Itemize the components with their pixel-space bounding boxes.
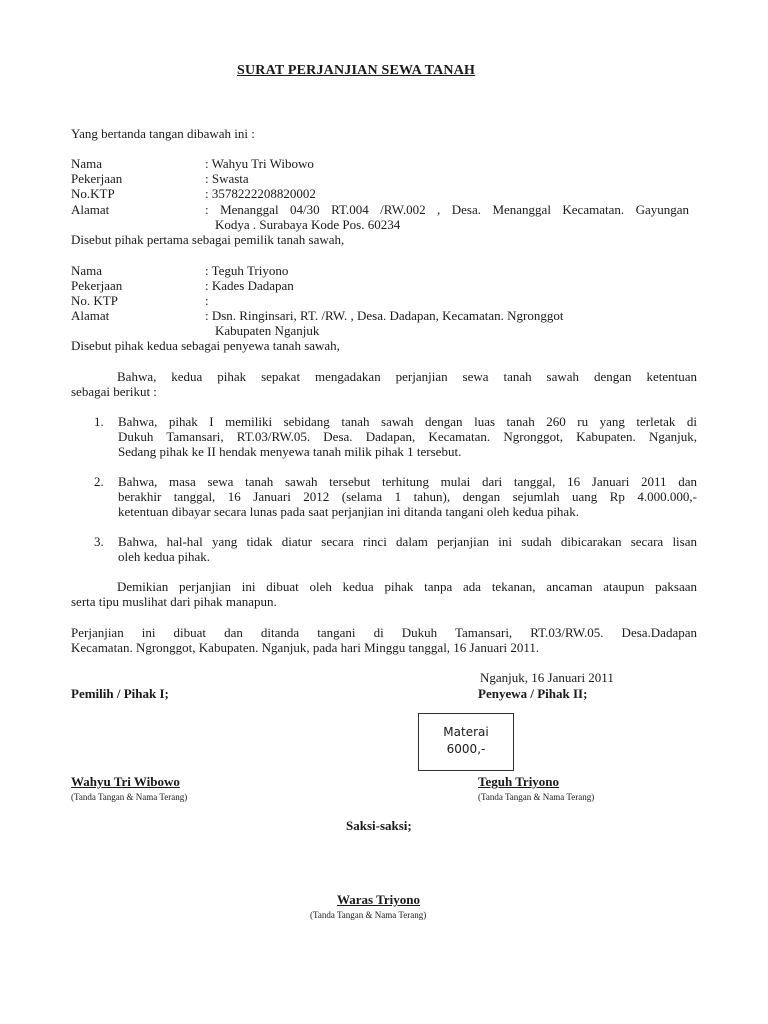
- stamp-value: 6000,-: [446, 742, 486, 756]
- party2-name-value: : Teguh Triyono: [205, 263, 289, 278]
- item-line: Dukuh Tamansari, RT.03/RW.05. Desa. Dadapan, Kecamatan. Ngronggot, Kabupaten. Nganjuk,: [118, 429, 697, 444]
- party2-address-label: Alamat: [71, 308, 110, 323]
- party2-name-label: Nama: [71, 263, 103, 278]
- closing-line1: Demikian perjanjian ini dibuat oleh kedua pihak tanpa ada tekanan, ancaman ataupun paksaan: [117, 579, 697, 594]
- item-number: 1.: [94, 414, 104, 429]
- party1-ktp-value: : 3578222208820002: [205, 186, 316, 201]
- party1-address-label: Alamat: [71, 202, 110, 217]
- party2-role: Penyewa / Pihak II;: [478, 686, 588, 701]
- place-date-line1: Perjanjian ini dibuat dan ditanda tangani di Dukuh Tamansari, RT.03/RW.05. Desa.Dadapan: [71, 625, 697, 640]
- party1-name-label: Nama: [71, 156, 103, 171]
- party1-address-line1: : Menanggal 04/30 RT.004 /RW.002 , Desa. Menanggal Kecamatan. Gayungan: [205, 202, 689, 217]
- party2-address-line2: Kabupaten Nganjuk: [215, 323, 320, 338]
- party2-signer-caption: (Tanda Tangan & Nama Terang): [478, 792, 595, 802]
- item-number: 3.: [94, 534, 104, 549]
- party1-ktp-label: No.KTP: [71, 186, 115, 201]
- party2-job-value: : Kades Dadapan: [205, 278, 294, 293]
- witness-heading: Saksi-saksi;: [346, 818, 412, 833]
- item-line: oleh kedua pihak.: [118, 549, 211, 564]
- materai-stamp-box: [418, 713, 514, 771]
- party1-job-label: Pekerjaan: [71, 171, 123, 186]
- item-line: Sedang pihak ke II hendak menyewa tanah milik pihak 1 tersebut.: [118, 444, 462, 459]
- item-line: Bahwa, pihak I memiliki sebidang tanah sawah dengan luas tanah 260 ru yang terletak di: [118, 414, 697, 429]
- item-line: Bahwa, hal-hal yang tidak diatur secara rinci dalam perjanjian ini sudah dibicarakan secara lisan: [118, 534, 697, 549]
- party2-signer-name: Teguh Triyono: [478, 774, 560, 789]
- party2-ktp-value: :: [205, 293, 209, 308]
- party2-description: Disebut pihak kedua sebagai penyewa tanah sawah,: [71, 338, 340, 353]
- signing-date: Nganjuk, 16 Januari 2011: [480, 670, 614, 685]
- intro-text: Yang bertanda tangan dibawah ini :: [71, 126, 255, 141]
- party2-address-line1: : Dsn. Ringinsari, RT. /RW. , Desa. Dadapan, Kecamatan. Ngronggot: [205, 308, 564, 323]
- party1-name-value: : Wahyu Tri Wibowo: [205, 156, 314, 171]
- witness-name: Waras Triyono: [337, 892, 420, 907]
- party2-ktp-label: No. KTP: [71, 293, 118, 308]
- party1-description: Disebut pihak pertama sebagai pemilik tanah sawah,: [71, 232, 345, 247]
- party1-address-line2: Kodya . Surabaya Kode Pos. 60234: [215, 217, 401, 232]
- item-line: ketentuan dibayar secara lunas pada saat perjanjian ini ditanda tangani oleh kedua pihak.: [118, 504, 579, 519]
- document-title: SURAT PERJANJIAN SEWA TANAH: [237, 63, 476, 78]
- closing-line2: serta tipu muslihat dari pihak manapun.: [71, 594, 277, 609]
- witness-caption: (Tanda Tangan & Nama Terang): [310, 910, 427, 920]
- party1-role: Pemilih / Pihak I;: [71, 686, 169, 701]
- party1-job-value: : Swasta: [205, 171, 249, 186]
- agreement-line2: sebagai berikut :: [71, 384, 157, 399]
- party1-signer-name: Wahyu Tri Wibowo: [71, 774, 180, 789]
- party2-job-label: Pekerjaan: [71, 278, 123, 293]
- agreement-line1: Bahwa, kedua pihak sepakat mengadakan perjanjian sewa tanah sawah dengan ketentuan: [117, 369, 697, 384]
- place-date-line2: Kecamatan. Ngronggot, Kabupaten. Nganjuk, pada hari Minggu tanggal, 16 Januari 2011.: [71, 640, 540, 655]
- item-line: berakhir tanggal, 16 Januari 2012 (selama 1 tahun), dengan sejumlah uang Rp 4.000.000,-: [118, 489, 697, 504]
- item-line: Bahwa, masa sewa tanah sawah tersebut terhitung mulai dari tanggal, 16 Januari 2011 dan: [118, 474, 697, 489]
- stamp-label: Materai: [443, 725, 489, 739]
- party1-signer-caption: (Tanda Tangan & Nama Terang): [71, 792, 188, 802]
- item-number: 2.: [94, 474, 104, 489]
